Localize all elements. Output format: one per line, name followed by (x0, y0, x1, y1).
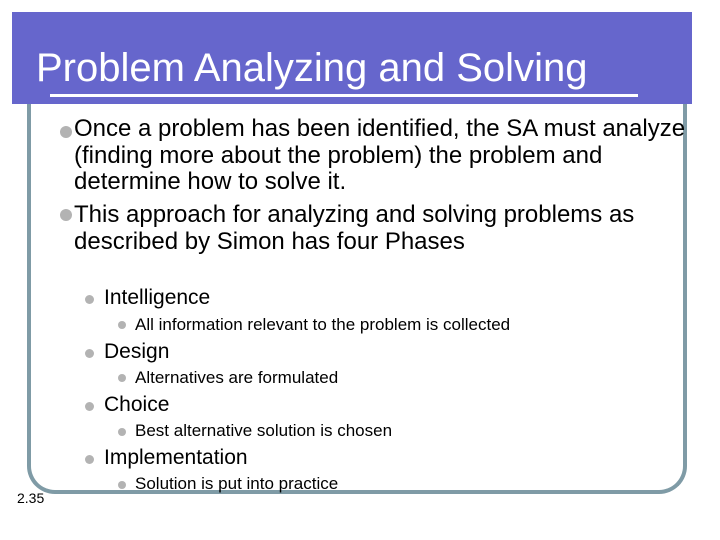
phase-detail: All information relevant to the problem is collected (135, 315, 511, 334)
bullet-dot-icon (85, 455, 94, 464)
bullet-dot-icon (118, 428, 126, 436)
phase-name: Intelligence (104, 286, 211, 309)
bullet-text: Once a problem has been identified, the SA must analyze (finding more about the problem) the problem and determine how to solve it. (74, 115, 686, 195)
slide-number: 2.35 (17, 490, 45, 506)
bullet-dot-icon (118, 374, 126, 382)
slide-title: Problem Analyzing and Solving (36, 46, 588, 90)
bullet-dot-icon (85, 349, 94, 358)
bullet-dot-icon (118, 481, 126, 489)
phase-detail: Best alternative solution is chosen (135, 421, 393, 440)
phase-detail: Alternatives are formulated (135, 368, 339, 387)
phase-name: Design (104, 340, 170, 363)
bullet-dot-icon (118, 321, 126, 329)
phase-detail: Solution is put into practice (135, 474, 339, 493)
bullet-dot-icon (60, 209, 72, 221)
phase-name: Choice (104, 393, 170, 416)
bullet-dot-icon (85, 295, 94, 304)
bullet-dot-icon (85, 402, 94, 411)
bullet-text: This approach for analyzing and solving problems as described by Simon has four Phases (74, 201, 635, 255)
phase-name: Implementation (104, 446, 248, 469)
bullet-dot-icon (60, 126, 72, 138)
